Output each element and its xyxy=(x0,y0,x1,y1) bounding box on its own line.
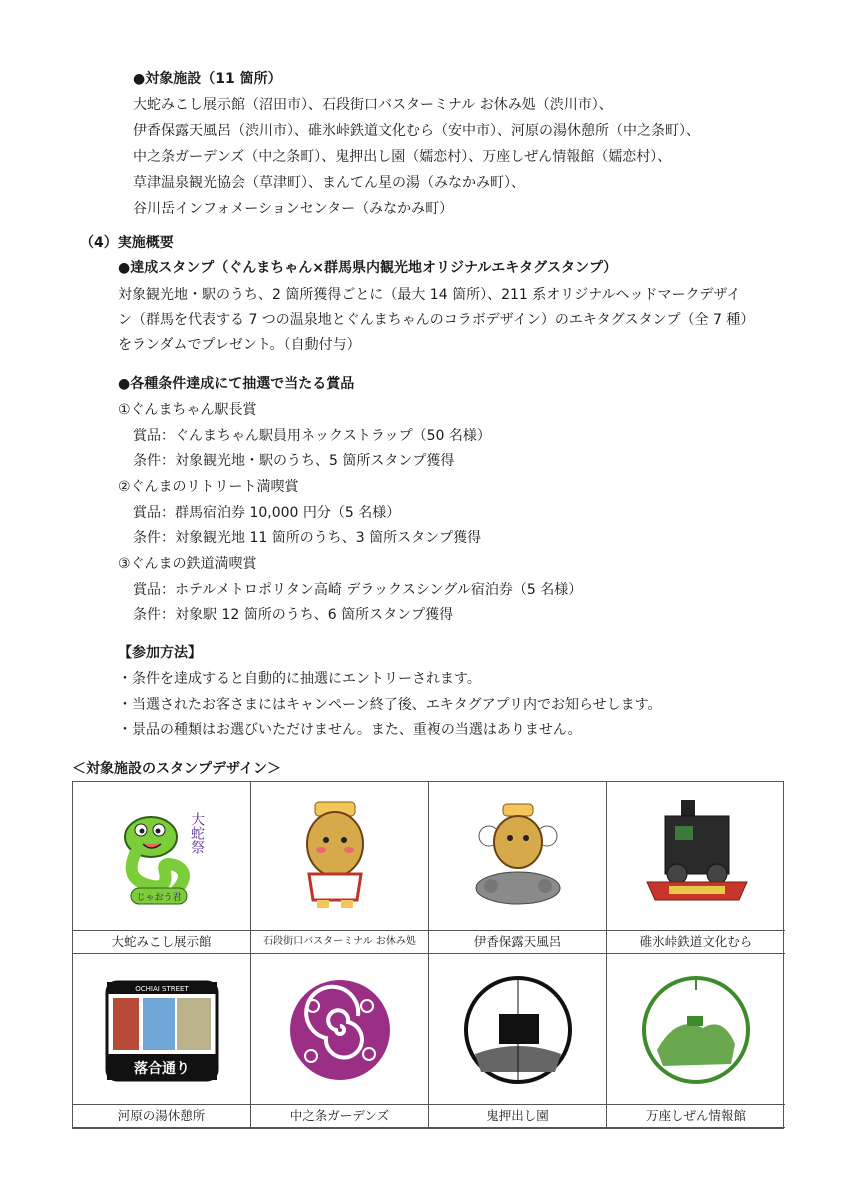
stamp-text: ン（群馬を代表する 7 つの温泉地とぐんまちゃんのコラボデザイン）のエキタグスタンプ（全 7 種） xyxy=(118,312,755,328)
stamp-text: 対象観光地・駅のうち、2 箇所獲得ごとに（最大 14 箇所）、211 系オリジナルヘッドマークデザイ xyxy=(118,287,741,303)
prize-title: ②ぐんまのリトリート満喫賞 xyxy=(118,479,299,495)
prize-condition: 条件：対象観光地 11 箇所のうち、3 箇所スタンプ獲得 xyxy=(133,530,482,546)
snake-badge-text: じゃおう君 xyxy=(136,893,182,903)
stamp-caption: 伊香保露天風呂 xyxy=(429,930,606,954)
prize-item: 賞品：群馬宿泊券 10,000 円分（5 名様） xyxy=(133,505,401,521)
stamp-cell xyxy=(251,782,429,954)
ikaho-onsen-stamp-image xyxy=(429,782,607,930)
stamp-heading: ●達成スタンプ（ぐんまちゃん×群馬県内観光地オリジナルエキタグスタンプ） xyxy=(118,260,618,276)
locomotive-stamp-image xyxy=(607,782,785,930)
facilities-line: 草津温泉観光協会（草津町）、まんてん星の湯（みなかみ町）、 xyxy=(133,175,525,191)
participation-item: ・条件を達成すると自動的に抽選にエントリーされます。 xyxy=(118,671,481,687)
stamp-caption: 石段街口バスターミナル お休み処 xyxy=(251,930,428,954)
stamp-cell xyxy=(73,782,251,954)
sign-bottom-text: 落合通り xyxy=(134,1061,190,1077)
stamps-heading: ＜対象施設のスタンプデザイン＞ xyxy=(72,761,282,777)
stamp-caption: 中之条ガーデンズ xyxy=(251,1104,428,1128)
participation-heading: 【参加方法】 xyxy=(118,645,202,661)
stamp-caption: 河原の湯休憩所 xyxy=(73,1104,250,1128)
stamp-cell xyxy=(251,954,429,1128)
gunmachan-onsen-stamp-image xyxy=(251,782,429,930)
facilities-line: 伊香保露天風呂（渋川市）、碓氷峠鉄道文化むら（安中市）、河原の湯休憩所（中之条町）、 xyxy=(133,123,700,139)
prize-item: 賞品：ホテルメトロポリタン高崎 デラックスシングル宿泊券（5 名様） xyxy=(133,582,583,598)
prize-condition: 条件：対象駅 12 箇所のうち、6 箇所スタンプ獲得 xyxy=(133,607,454,623)
stamp-cell xyxy=(429,782,607,954)
stamp-caption: 万座しぜん情報館 xyxy=(607,1104,785,1128)
prize-condition: 条件：対象観光地・駅のうち、5 箇所スタンプ獲得 xyxy=(133,453,455,469)
participation-item: ・当選されたお客さまにはキャンペーン終了後、エキタグアプリ内でお知らせします。 xyxy=(118,697,662,713)
street-sign-stamp-image xyxy=(73,954,251,1104)
garden-stamp-image xyxy=(251,954,429,1104)
sign-top-text: OCHIAI STREET xyxy=(135,985,189,993)
snake-stamp-image xyxy=(73,782,251,930)
snake-vertical-text: 大蛇祭 xyxy=(189,812,205,854)
stamp-cell xyxy=(429,954,607,1128)
manza-nature-stamp-image xyxy=(607,954,785,1104)
prize-item: 賞品：ぐんまちゃん駅員用ネックストラップ（50 名様） xyxy=(133,428,491,444)
facilities-heading: ●対象施設（11 箇所） xyxy=(133,71,282,87)
overview-heading: （4）実施概要 xyxy=(80,235,174,251)
facilities-line: 中之条ガーデンズ（中之条町）、鬼押出し園（嬬恋村）、万座しぜん情報館（嬬恋村）、 xyxy=(133,149,672,165)
stamp-caption: 鬼押出し園 xyxy=(429,1104,606,1128)
facilities-line: 谷川岳インフォメーションセンター（みなかみ町） xyxy=(133,201,454,217)
facilities-line: 大蛇みこし展示館（沼田市）、石段街口バスターミナル お休み処（渋川市）、 xyxy=(133,97,613,113)
stamp-cell xyxy=(607,954,785,1128)
prize-title: ③ぐんまの鉄道満喫賞 xyxy=(118,556,257,572)
onioshidashi-stamp-image xyxy=(429,954,607,1104)
prize-heading: ●各種条件達成にて抽選で当たる賞品 xyxy=(118,376,355,392)
participation-item: ・景品の種類はお選びいただけません。また、重複の当選はありません。 xyxy=(118,722,582,738)
stamp-cell xyxy=(73,954,251,1128)
stamp-text: をランダムでプレゼント。（自動付与） xyxy=(118,337,361,353)
stamp-cell xyxy=(607,782,785,954)
stamp-caption: 大蛇みこし展示館 xyxy=(73,930,250,954)
stamp-caption: 碓氷峠鉄道文化むら xyxy=(607,930,785,954)
stamp-grid xyxy=(72,781,784,1129)
prize-title: ①ぐんまちゃん駅長賞 xyxy=(118,402,257,418)
